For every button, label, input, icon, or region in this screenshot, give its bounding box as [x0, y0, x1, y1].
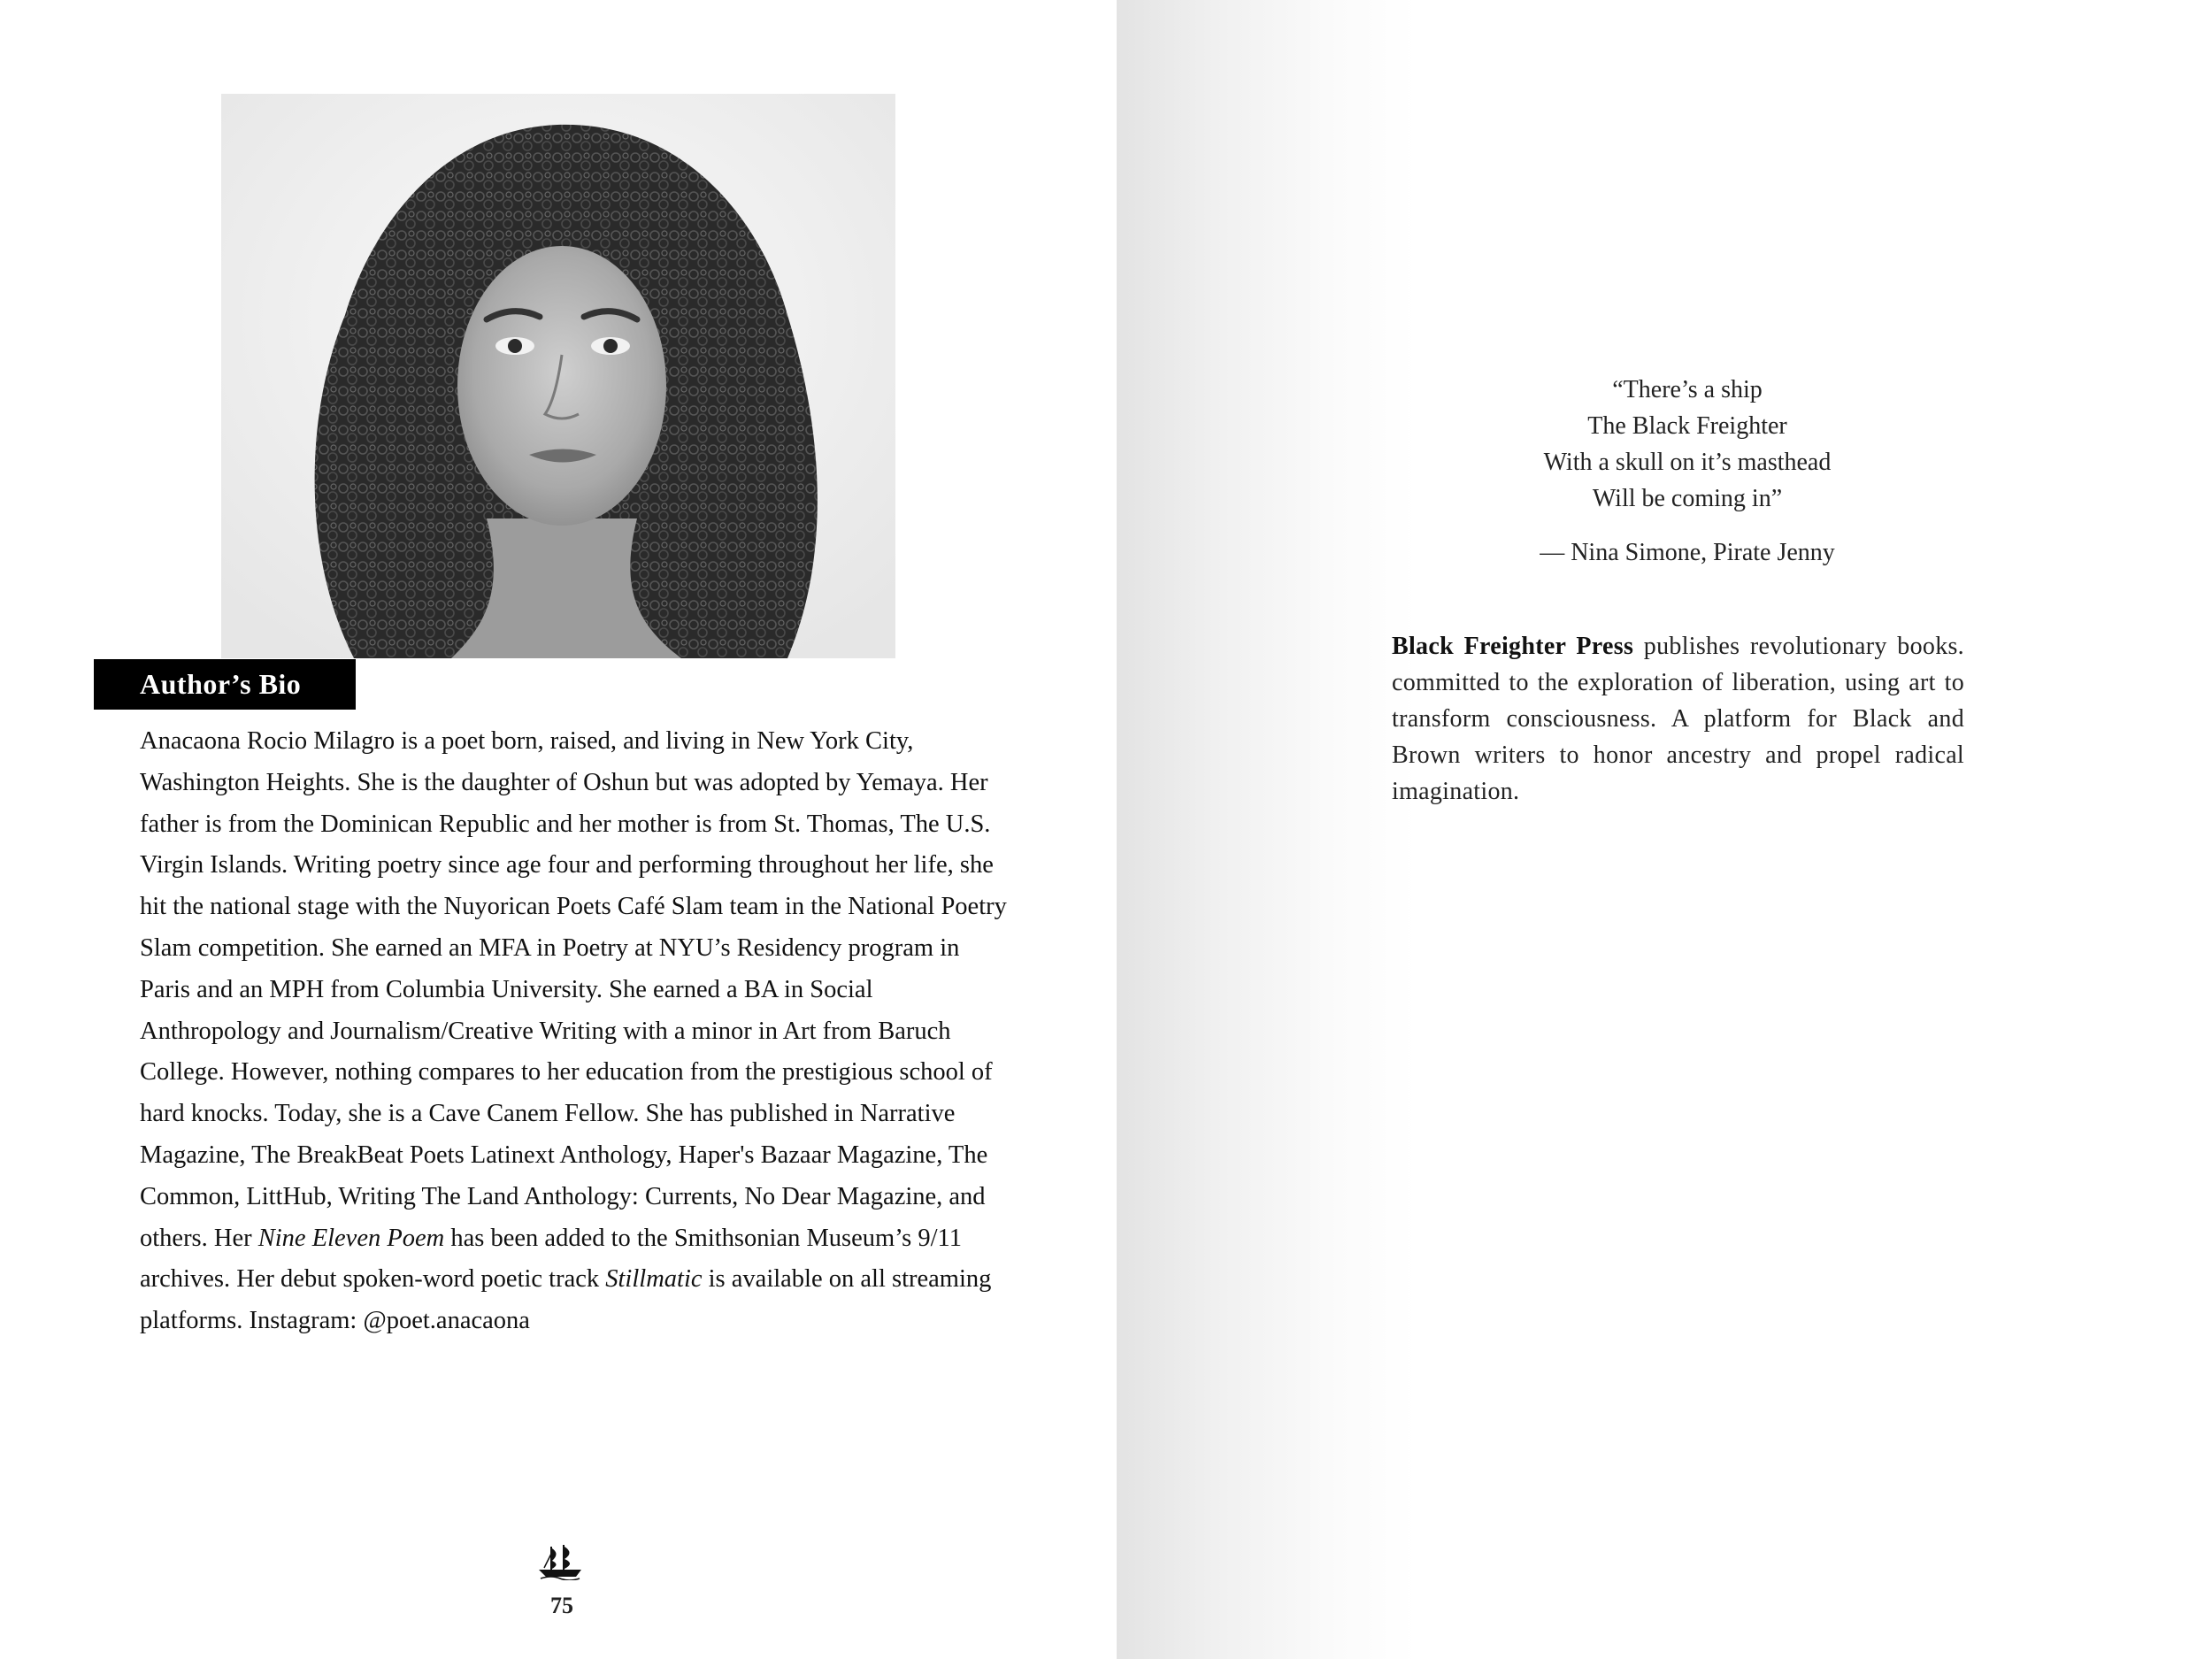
ship-icon: [535, 1543, 585, 1580]
track-title: Stillmatic: [605, 1265, 703, 1294]
author-bio-paragraph: [140, 721, 1011, 1342]
bio-text-part-2: has been added to the Smithsonian Museum’s 9/11 archives. Her debut spoken-word poetic track: [140, 1224, 962, 1294]
press-name: Black Freighter Press: [1392, 633, 1634, 660]
epigraph-line: With a skull on it’s masthead: [1543, 449, 1832, 476]
page-number: 75: [550, 1593, 573, 1618]
epigraph-line: “There’s a ship: [1612, 376, 1763, 403]
right-page: [1117, 0, 2212, 1659]
bio-text-part-3: is available on all streaming platforms. Instagram: @poet.anacaona: [140, 1265, 992, 1335]
press-description: [1392, 628, 1964, 810]
authors-bio-heading: Author’s Bio: [94, 659, 356, 710]
author-portrait-icon: [221, 94, 895, 658]
epigraph-line: The Black Freighter: [1587, 412, 1787, 440]
press-description-text: publishes revolutionary books. committed to the exploration of liberation, using art to transform consciousness. A platform for Black and Brown writers to honor ancestry and propel radical imagination.: [1392, 633, 1964, 805]
epigraph-attribution: — Nina Simone, Pirate Jenny: [1540, 539, 1835, 566]
epigraph-line: Will be coming in”: [1592, 485, 1783, 512]
poem-title: Nine Eleven Poem: [257, 1224, 445, 1252]
epigraph-quote: [1400, 372, 1975, 517]
bio-text-part-1: Anacaona Rocio Milagro is a poet born, raised, and living in New York City, Washington Heights. She is the daughter of Oshun but was adopted by Yemaya. Her father is from the Dominican Republic and her mother is from St. Thomas, The U.S. Virgin Islands. Writing poetry since age four and performing throughout her life, she hit the national stage with the Nuyorican Poets Café Slam team in the National Poetry Slam competition. She earned an MFA in Poetry at NYU’s Residency program in Paris and an MPH from Columbia University. She earned a BA in Social Anthropology and Journalism/Creative Writing with a minor in Art from Baruch College. However, nothing compares to her education from the prestigious school of hard knocks. Today, she is a Cave Canem Fellow. She has published in Narrative Magazine, The BreakBeat Poets Latinext Anthology, Haper's Bazaar Magazine, The Common, LittHub, Writing The Land Anthology: Currents, No Dear Magazine, and others. Her: [140, 727, 1007, 1252]
author-portrait-photo: [221, 94, 895, 658]
